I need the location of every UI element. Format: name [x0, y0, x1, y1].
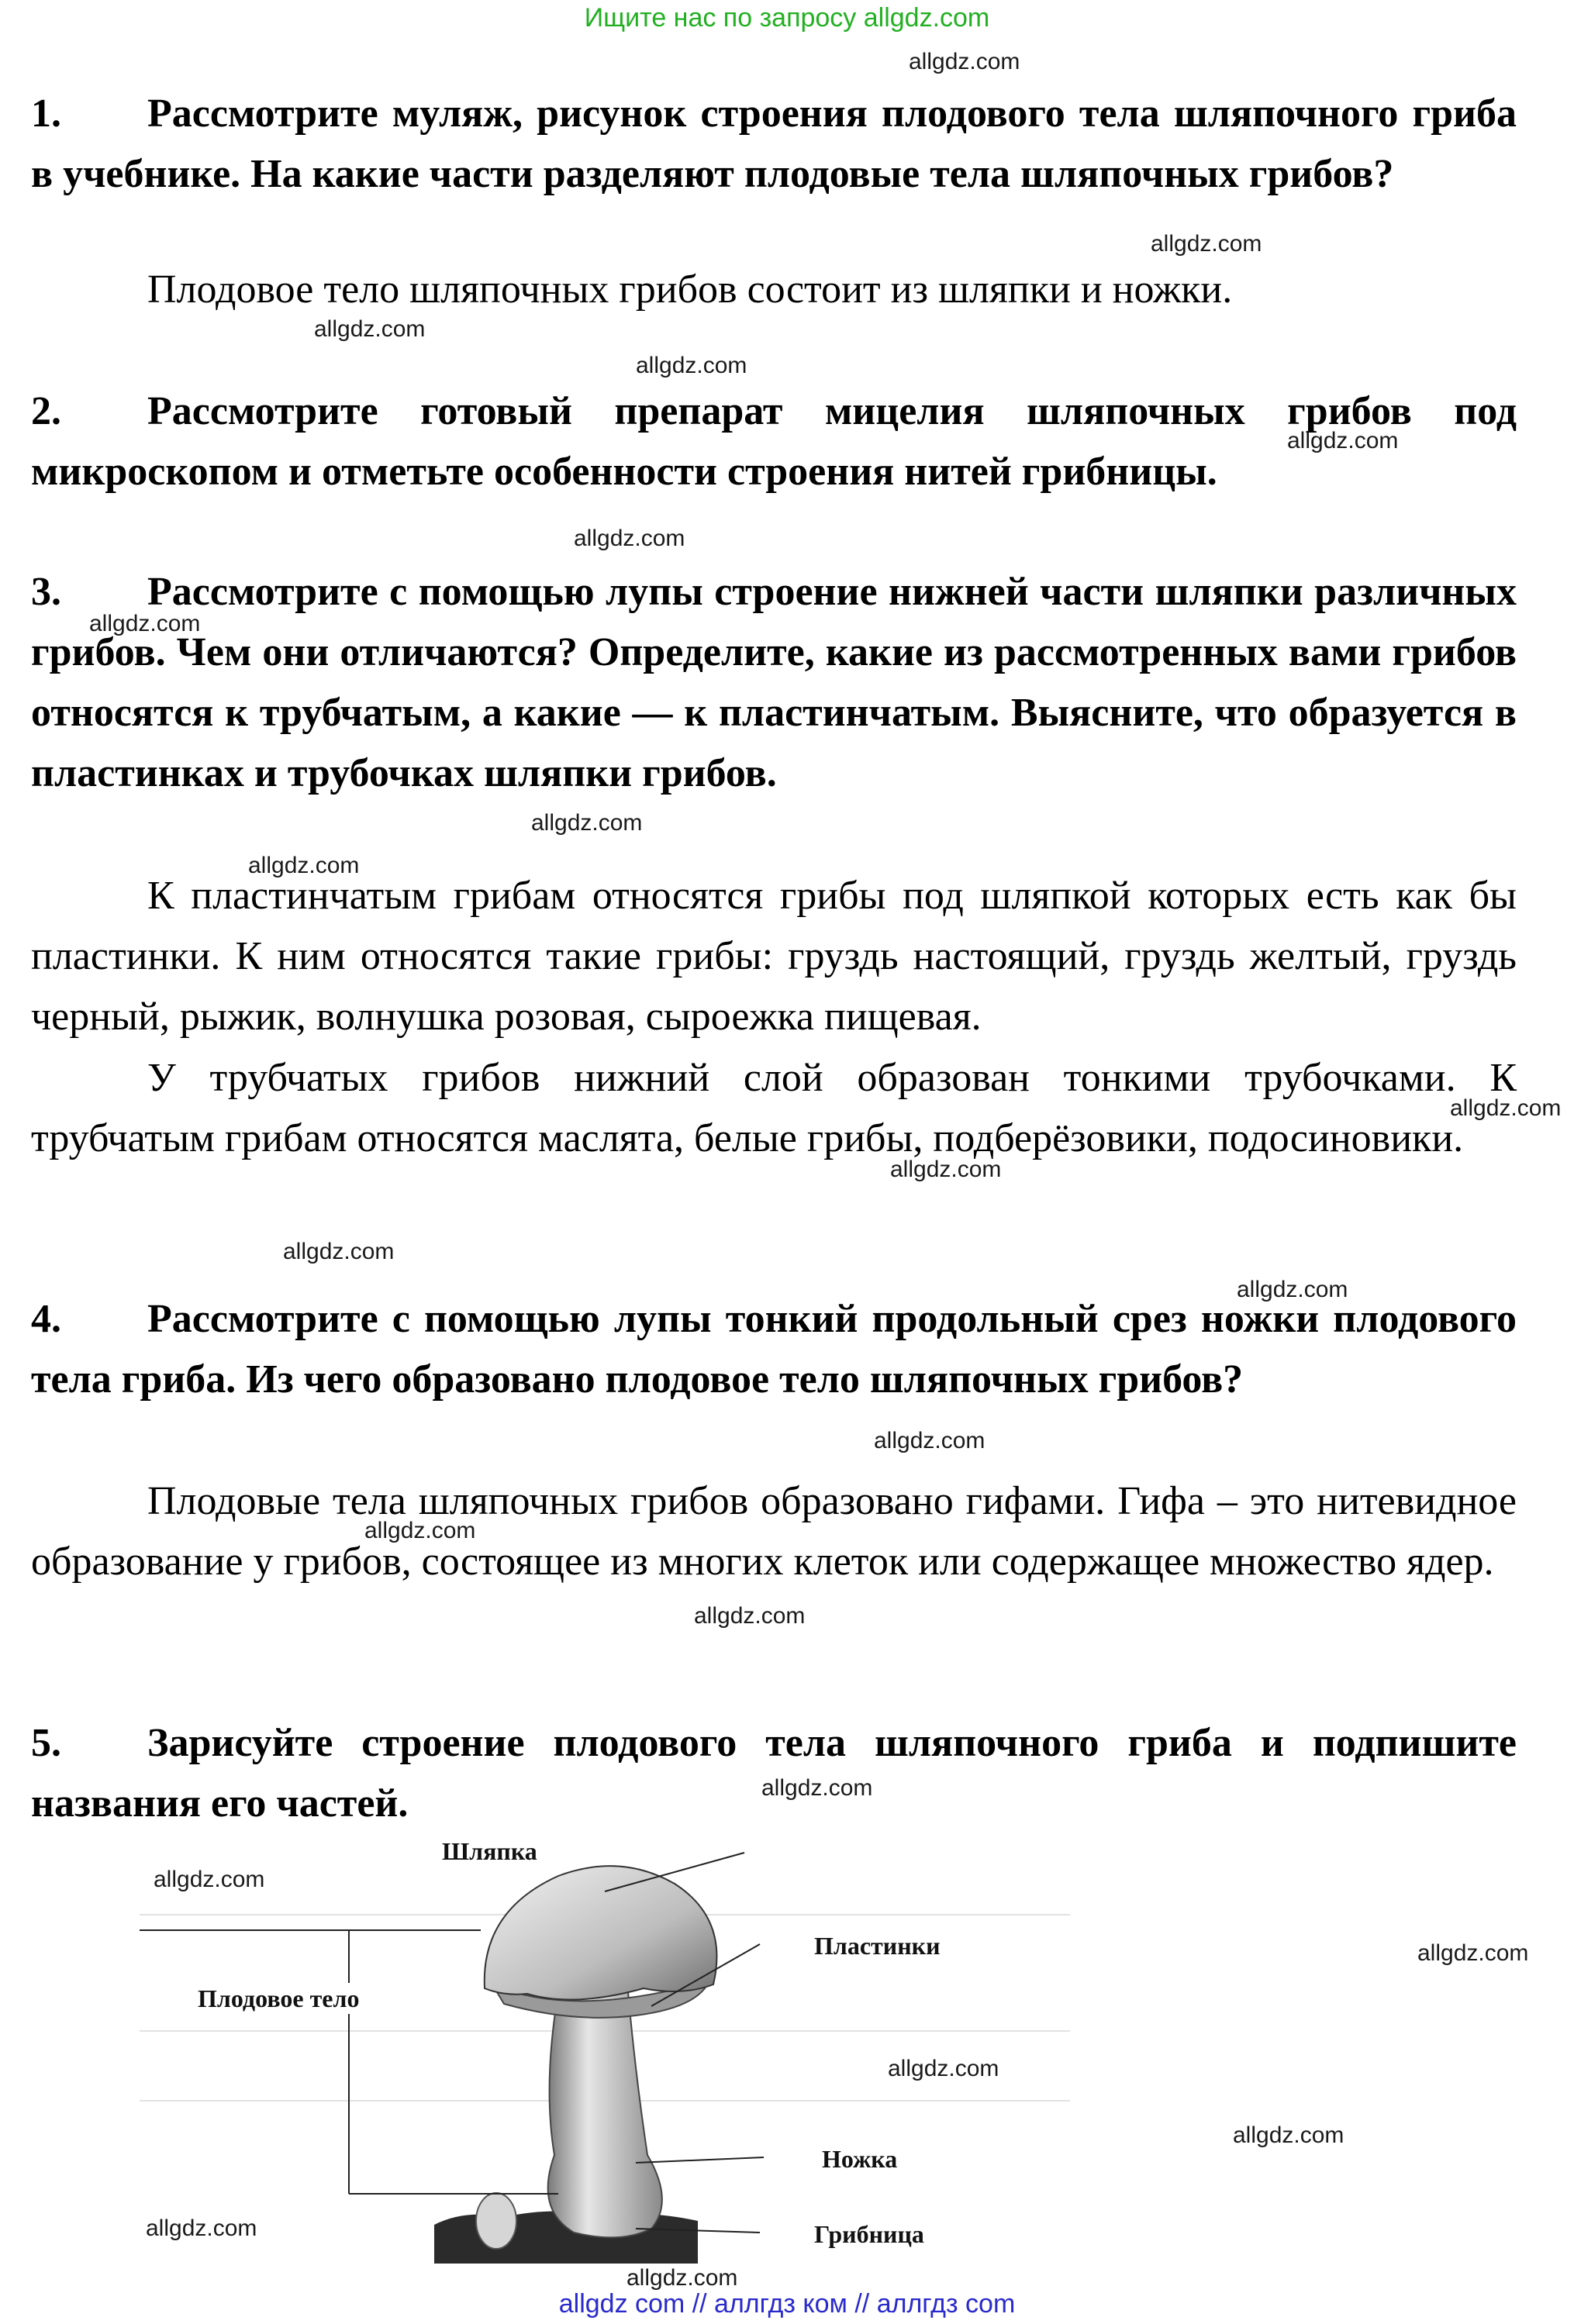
- watermark: allgdz.com: [248, 853, 360, 878]
- cap-shape: [485, 1866, 717, 1999]
- watermark: allgdz.com: [888, 2056, 999, 2081]
- watermark: allgdz.com: [694, 1603, 806, 1629]
- task-3-question: 3. Рассмотрите с помощью лупы строение нижней части шляпки различных грибов. Чем они отличаются? Определите, какие из рассмотренных вами грибов относятся к трубчатым, а какие — к пластинчатым. Выясните, что образуется в пластинках и трубочках шляпки грибов.: [31, 562, 1517, 804]
- mushroom-drawing: [140, 1829, 1070, 2271]
- watermark: allgdz.com: [1287, 428, 1399, 453]
- label-gills: Пластинки: [814, 1932, 941, 1960]
- watermark: allgdz.com: [636, 353, 747, 378]
- task-5-number: 5.: [31, 1721, 61, 1765]
- watermark: allgdz.com: [314, 316, 426, 342]
- watermark: allgdz.com: [283, 1239, 395, 1264]
- task-3-answer-1: К пластинчатым грибам относятся грибы под шляпкой которых есть как бы пластинки. К ним относятся такие грибы: груздь настоящий, груздь желтый, груздь черный, рыжик, волнушка розовая, сыроежка пищевая.: [31, 874, 1517, 1039]
- watermark: allgdz.com: [89, 611, 201, 636]
- task-1-question: 1. Рассмотрите муляж, рисунок строения плодового тела шляпочного гриба в учебнике. На какие части разделяют плодовые тела шляпочных грибов?: [31, 84, 1517, 205]
- task-5-question: 5. Зарисуйте строение плодового тела шляпочного гриба и подпишите названия его частей.: [31, 1713, 1517, 1834]
- watermark: allgdz.com: [909, 49, 1020, 74]
- label-cap: Шляпка: [442, 1837, 537, 1865]
- task-4-answer: Плодовые тела шляпочных грибов образовано гифами. Гифа – это нитевидное образование у грибов, состоящее из многих клеток или содержащее множество ядер.: [31, 1479, 1517, 1584]
- watermark: allgdz.com: [1237, 1277, 1348, 1302]
- task-3-answer-2: У трубчатых грибов нижний слой образован тонкими трубочками. К трубчатым грибам относятся маслята, белые грибы, подберёзовики, подосиновики.: [31, 1056, 1517, 1160]
- footer-links[interactable]: allgdz com // аллгдз ком // аллгдз com: [558, 2289, 1016, 2319]
- watermark: allgdz.com: [531, 810, 643, 836]
- task-2-number: 2.: [31, 389, 61, 433]
- watermark: allgdz.com: [1450, 1095, 1562, 1121]
- watermark: allgdz.com: [364, 1518, 476, 1543]
- task-2-question: 2. Рассмотрите готовый препарат мицелия шляпочных грибов под микроскопом и отметьте особенности строения нитей грибницы.: [31, 381, 1517, 502]
- watermark: allgdz.com: [146, 2215, 257, 2241]
- watermark: allgdz.com: [574, 526, 685, 551]
- watermark: allgdz.com: [761, 1775, 873, 1801]
- watermark: allgdz.com: [1151, 231, 1262, 257]
- watermark: allgdz.com: [1417, 1940, 1529, 1966]
- watermark: allgdz.com: [874, 1428, 985, 1453]
- task-4-question: 4. Рассмотрите с помощью лупы тонкий продольный срез ножки плодового тела гриба. Из чего образовано плодовое тело шляпочных грибов?: [31, 1289, 1517, 1410]
- watermark: allgdz.com: [626, 2265, 738, 2291]
- watermark: allgdz.com: [1233, 2122, 1344, 2148]
- label-stem: Ножка: [822, 2145, 898, 2173]
- label-mycelium: Грибница: [814, 2220, 924, 2248]
- label-fruit-body: Плодовое тело: [198, 1984, 360, 2012]
- watermark: allgdz.com: [154, 1867, 265, 1892]
- watermark: allgdz.com: [890, 1157, 1002, 1182]
- young-mushroom: [476, 2193, 516, 2249]
- task-1-number: 1.: [31, 91, 61, 136]
- task-3-number: 3.: [31, 570, 61, 614]
- stem-shape: [548, 1992, 662, 2237]
- task-1-answer: Плодовое тело шляпочных грибов состоит из шляпки и ножки.: [147, 267, 1233, 312]
- search-hint-link[interactable]: Ищите нас по запросу allgdz.com: [584, 3, 990, 33]
- task-4-number: 4.: [31, 1297, 61, 1341]
- mushroom-structure-figure: [140, 1829, 1070, 2271]
